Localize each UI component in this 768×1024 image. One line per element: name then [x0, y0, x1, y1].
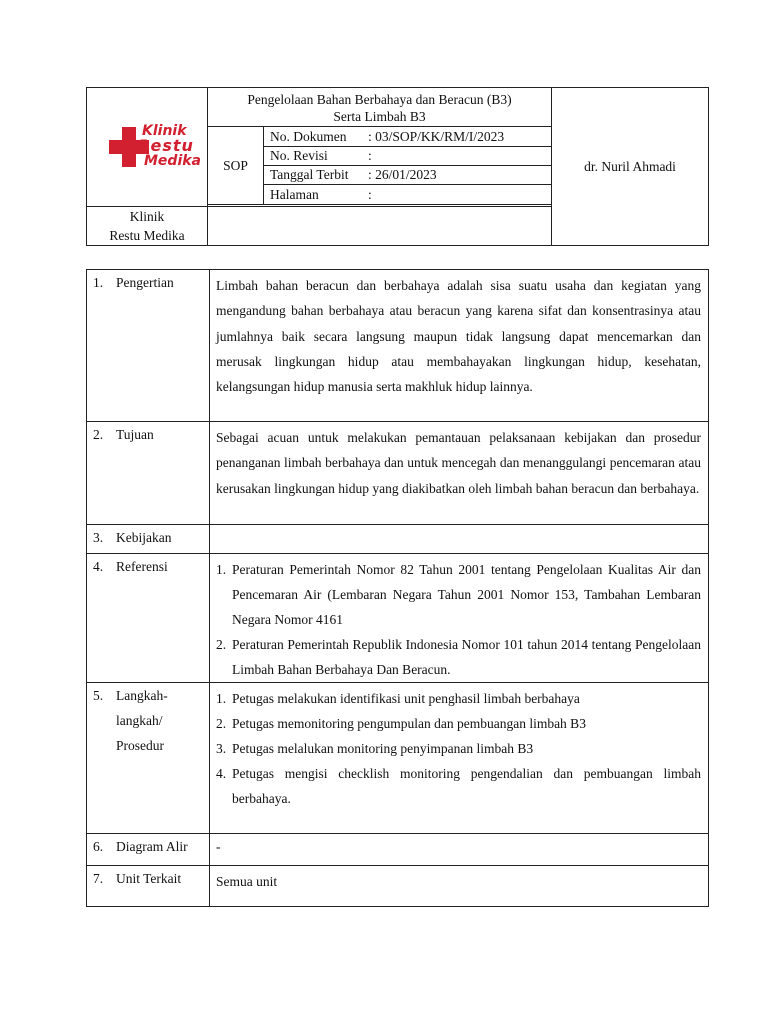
no-revisi-value: : [368, 148, 372, 163]
section-unit-terkait [87, 866, 709, 907]
logo-word-klinik: Klinik [142, 123, 187, 139]
section-title: Referensi [116, 559, 168, 574]
tujuan-text: Sebagai acuan untuk melakukan pemantauan pelaksanaan kebijakan dan prosedur penanganan limbah berbahaya dan untuk mencegah dan menanggulangi pencemaran atau kerusakan lingkungan hidup yang diakibatkan oleh limbah bahan beracun dan berbahaya. [216, 430, 701, 496]
diagram-alir-text: - [216, 839, 221, 854]
section-label [87, 422, 210, 525]
section-number: 1. [93, 275, 104, 290]
section-label [87, 834, 210, 866]
section-label [87, 525, 210, 554]
section-tujuan [87, 422, 709, 525]
section-title: Tujuan [116, 427, 154, 442]
section-content [210, 866, 709, 907]
empty-cell [208, 207, 552, 246]
list-item [216, 736, 701, 761]
section-title: Unit Terkait [116, 871, 182, 886]
no-dokumen-value: : 03/SOP/KK/RM/I/2023 [368, 128, 505, 144]
prosedur-list [216, 686, 701, 811]
item-number: 1. [216, 691, 227, 706]
section-content [210, 270, 709, 422]
section-kebijakan [87, 525, 709, 554]
section-content [210, 422, 709, 525]
title-line-2: langkah/ [116, 713, 163, 728]
sop-label: SOP [208, 127, 264, 205]
section-number: 5. [93, 688, 104, 703]
title-line-3: Prosedur [116, 738, 164, 753]
sop-content-table [86, 269, 709, 907]
list-item [216, 557, 701, 632]
section-prosedur [87, 683, 709, 834]
sop-header-table [86, 87, 709, 246]
no-dokumen-row [264, 127, 552, 147]
item-number: 2. [216, 637, 227, 652]
unit-terkait-text: Semua unit [216, 874, 278, 889]
section-content [210, 525, 709, 554]
item-text: Peraturan Pemerintah Republik Indonesia Nomor 101 tahun 2014 tentang Pengelolaan Limbah Bahan Berbahaya Dan Beracun. [232, 637, 701, 677]
clinic-name-line-1: Klinik [129, 209, 165, 224]
tanggal-terbit-row [264, 166, 552, 185]
title-line-1: Langkah- [116, 688, 168, 703]
section-content [210, 554, 709, 683]
item-number: 2. [216, 716, 227, 731]
halaman-label: Halaman [270, 186, 319, 202]
section-label [87, 554, 210, 683]
clinic-name-cell [87, 207, 208, 246]
referensi-list [216, 557, 701, 682]
section-diagram-alir [87, 834, 709, 866]
logo-word-restu: Restu [138, 136, 194, 155]
item-text: Petugas melakukan identifikasi unit penghasil limbah berbahaya [232, 691, 580, 706]
item-text: Petugas melalukan monitoring penyimpanan limbah B3 [232, 741, 534, 756]
section-pengertian [87, 270, 709, 422]
section-title [116, 683, 168, 758]
tanggal-terbit-value: : 26/01/2023 [368, 167, 437, 182]
section-label [87, 866, 210, 907]
no-revisi-row [264, 147, 552, 166]
no-revisi-label: No. Revisi [270, 148, 328, 163]
section-title: Pengertian [116, 275, 174, 290]
section-number: 7. [93, 871, 104, 886]
section-label [87, 683, 210, 834]
section-content [210, 683, 709, 834]
section-number: 6. [93, 839, 104, 854]
section-content [210, 834, 709, 866]
document-title [208, 88, 552, 127]
halaman-row [264, 185, 552, 205]
list-item [216, 686, 701, 711]
section-title: Diagram Alir [116, 839, 188, 854]
tanggal-terbit-label: Tanggal Terbit [270, 167, 349, 182]
item-number: 1. [216, 562, 227, 577]
list-item [216, 711, 701, 736]
list-item [216, 761, 701, 811]
clinic-name-line-2: Restu Medika [109, 228, 185, 243]
logo-word-medika: Medika [144, 153, 202, 169]
item-number: 4. [216, 766, 227, 781]
halaman-value: : [368, 186, 372, 202]
section-referensi [87, 554, 709, 683]
item-text: Peraturan Pemerintah Nomor 82 Tahun 2001 tentang Pengelolaan Kualitas Air dan Pencemaran Air (Lembaran Negara Tahun 2001 Nomor 153, Tambahan Lembaran Negara Nomor 4161 [232, 562, 701, 627]
no-dokumen-label: No. Dokumen [270, 128, 347, 144]
list-item [216, 632, 701, 682]
item-number: 3. [216, 741, 227, 756]
section-label [87, 270, 210, 422]
item-text: Petugas mengisi checklish monitoring pengendalian dan pembuangan limbah berbahaya. [232, 766, 701, 806]
section-number: 4. [93, 559, 104, 574]
section-title: Kebijakan [116, 530, 172, 545]
logo-cell [87, 88, 208, 207]
title-line-1: Pengelolaan Bahan Berbahaya dan Beracun (B3) [247, 91, 512, 107]
pengertian-text: Limbah bahan beracun dan berbahaya adalah sisa suatu usaha dan kegiatan yang mengandung bahan berbahaya atau beracun yang karena sifat dan konsentrasinya atau jumlahnya baik secara langsung maupun tidak langsung dapat mencemarkan dan merusak lingkungan hidup atau membahayakan lingkungan hidup, kesehatan, kelangsungan hidup manusia serta makhluk hidup lainnya. [216, 278, 701, 395]
signatory-cell [552, 88, 709, 246]
section-number: 2. [93, 427, 104, 442]
section-number: 3. [93, 530, 104, 545]
title-line-2: Serta Limbah B3 [333, 108, 426, 124]
signatory-name: dr. Nuril Ahmadi [584, 158, 676, 174]
clinic-logo [92, 97, 202, 197]
item-text: Petugas memonitoring pengumpulan dan pembuangan limbah B3 [232, 716, 586, 731]
